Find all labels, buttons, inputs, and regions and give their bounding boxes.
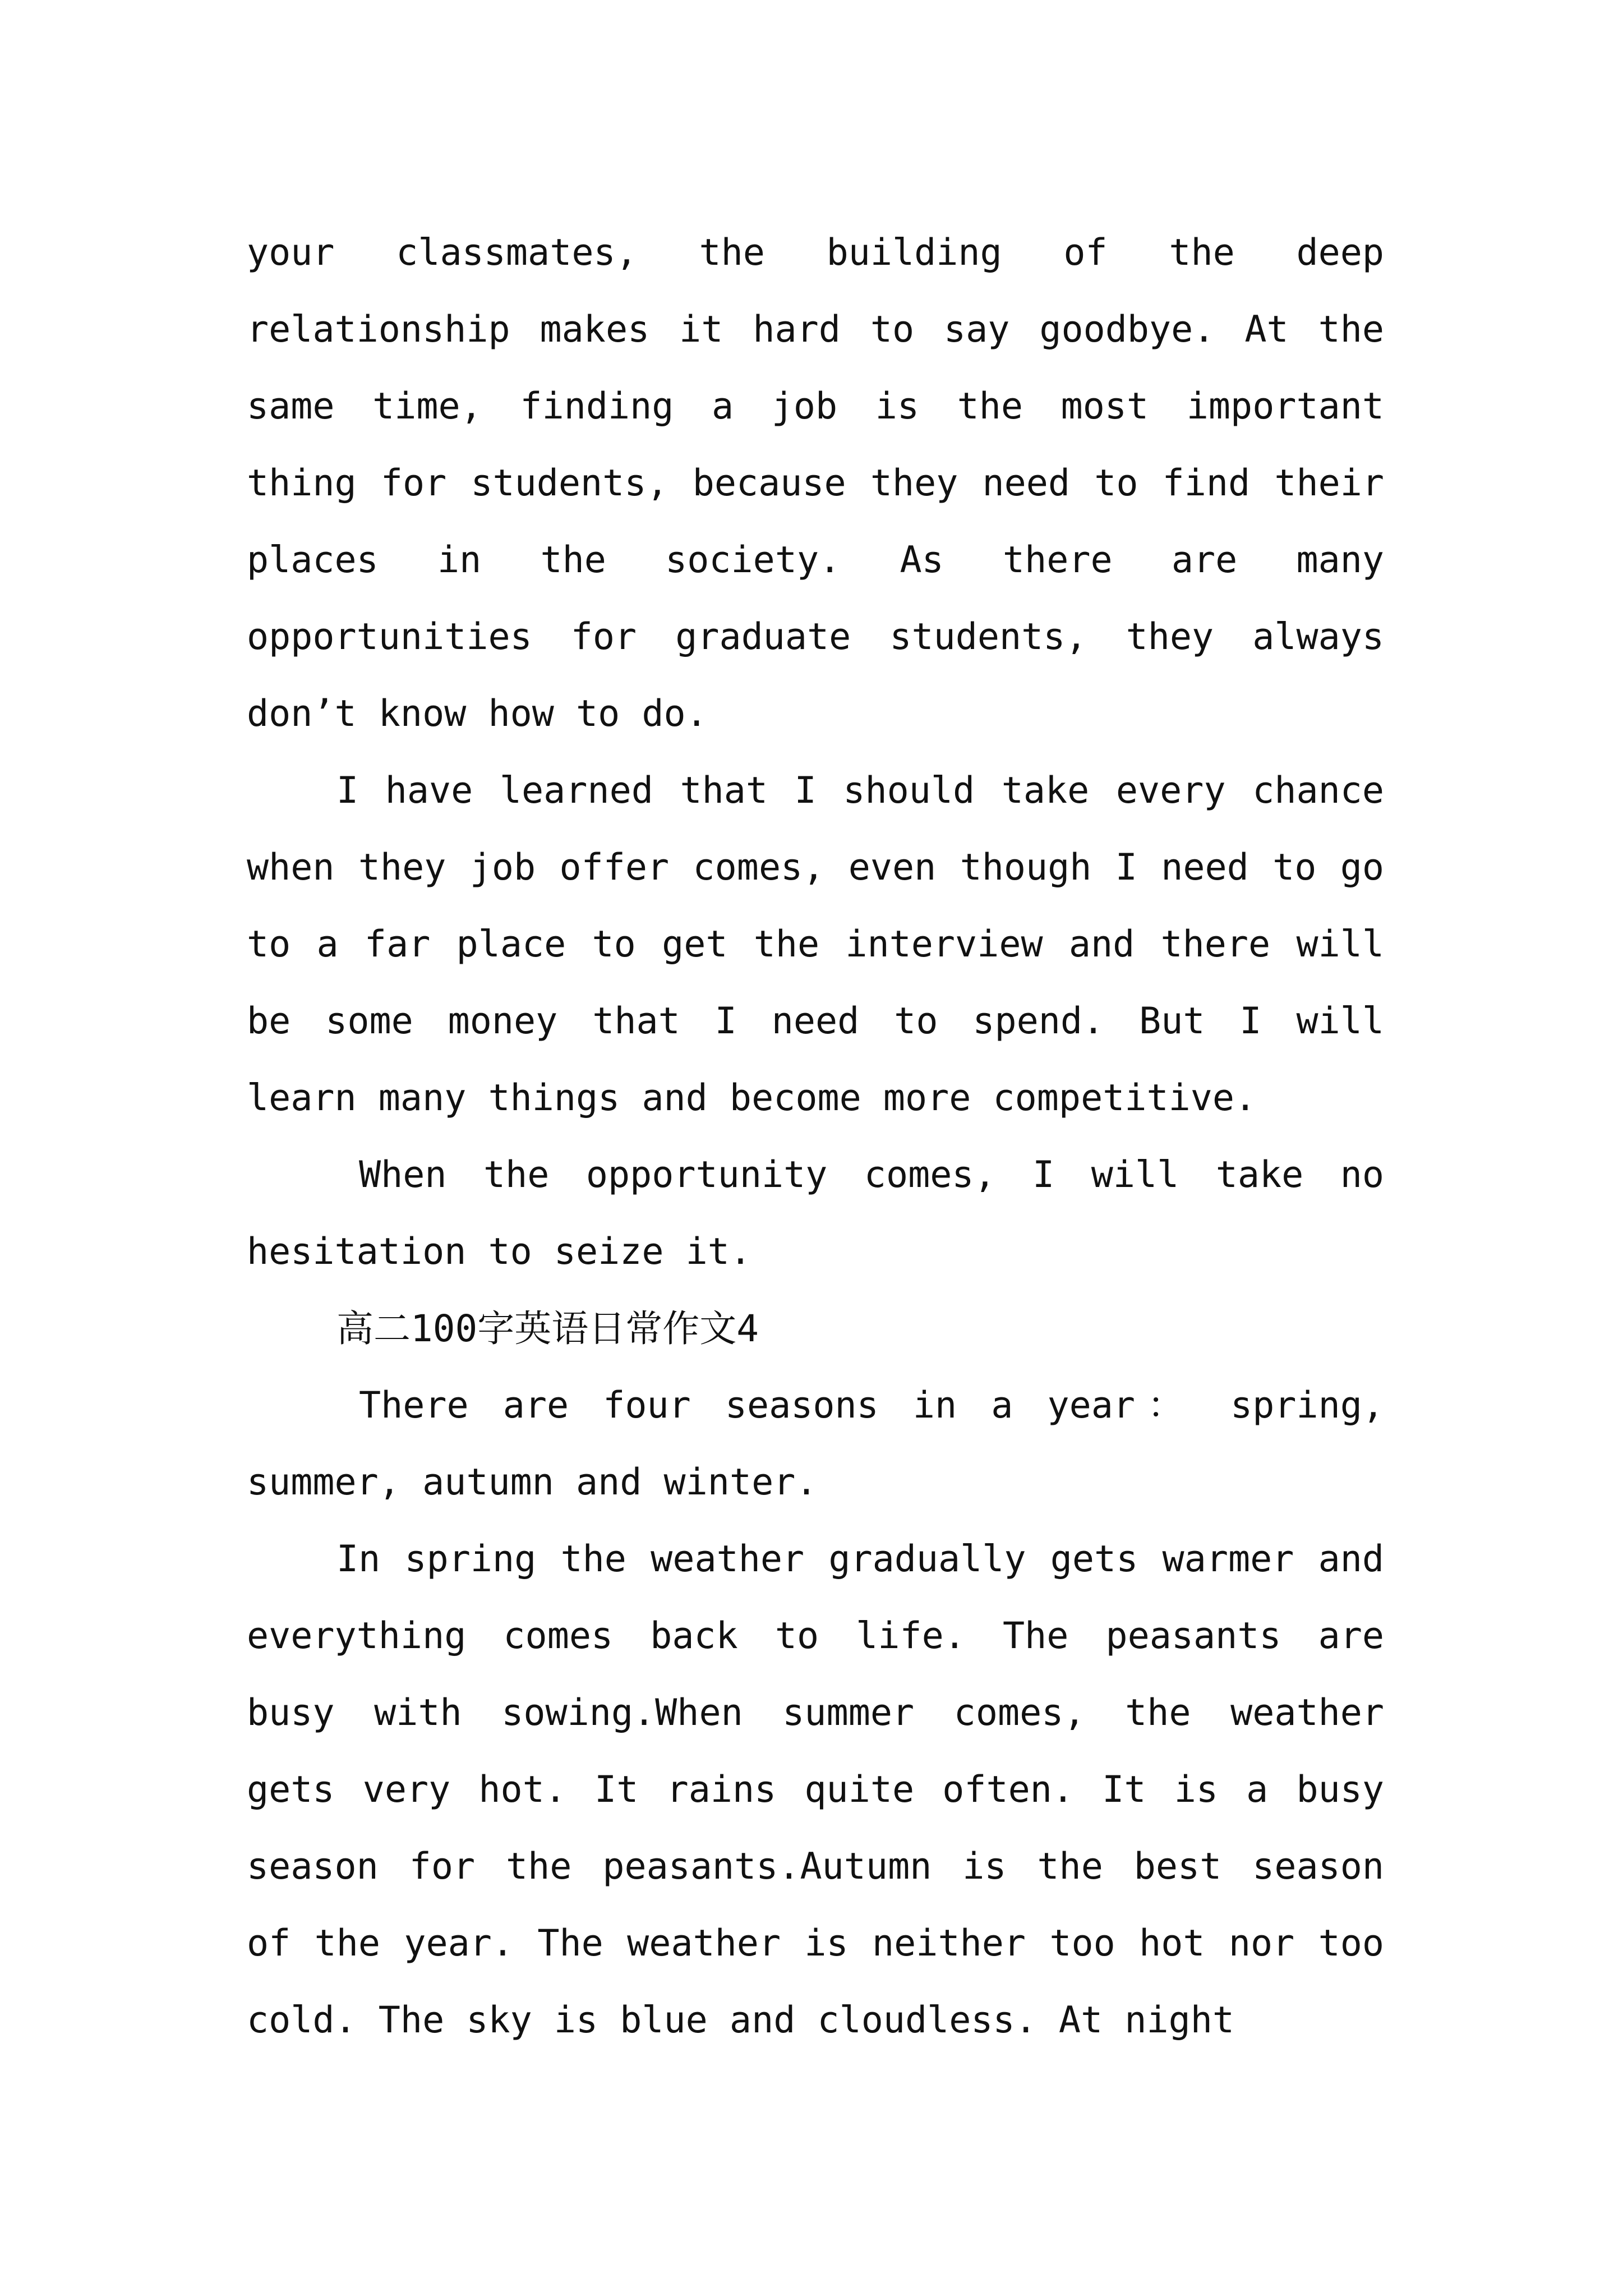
paragraph-seize-opportunity: When the opportunity comes, I will take no hesitation to seize it.: [247, 1154, 1384, 1273]
paragraph-season-descriptions: In spring the weather gradually gets warmer and everything comes back to life. The peasants are busy with sowing.When summer comes, the weather gets very hot. It rains quite often. It is a busy season for the peasants.Autumn is the best season of the year. The weather is neither too hot nor too cold. The sky is blue and cloudless. At night: [247, 1538, 1384, 2041]
document-body: [247, 214, 1384, 2059]
paragraph-classmates-job: your classmates, the building of the deep relationship makes it hard to say goodbye. At the same time, finding a job is the most important thing for students, because they need to find their places in the society. As there are many opportunities for graduate students, they always don’t know how to do.: [247, 232, 1384, 735]
paragraph-take-every-chance: I have learned that I should take every chance when they job offer comes, even though I need to go to a far place to get the interview and there will be some money that I need to spend. But I will learn many things and become more competitive.: [247, 770, 1384, 1119]
section-heading: 高二100字英语日常作文4: [336, 1307, 759, 1350]
paragraph-four-seasons: There are four seasons in a year： spring, summer, autumn and winter.: [247, 1384, 1384, 1503]
